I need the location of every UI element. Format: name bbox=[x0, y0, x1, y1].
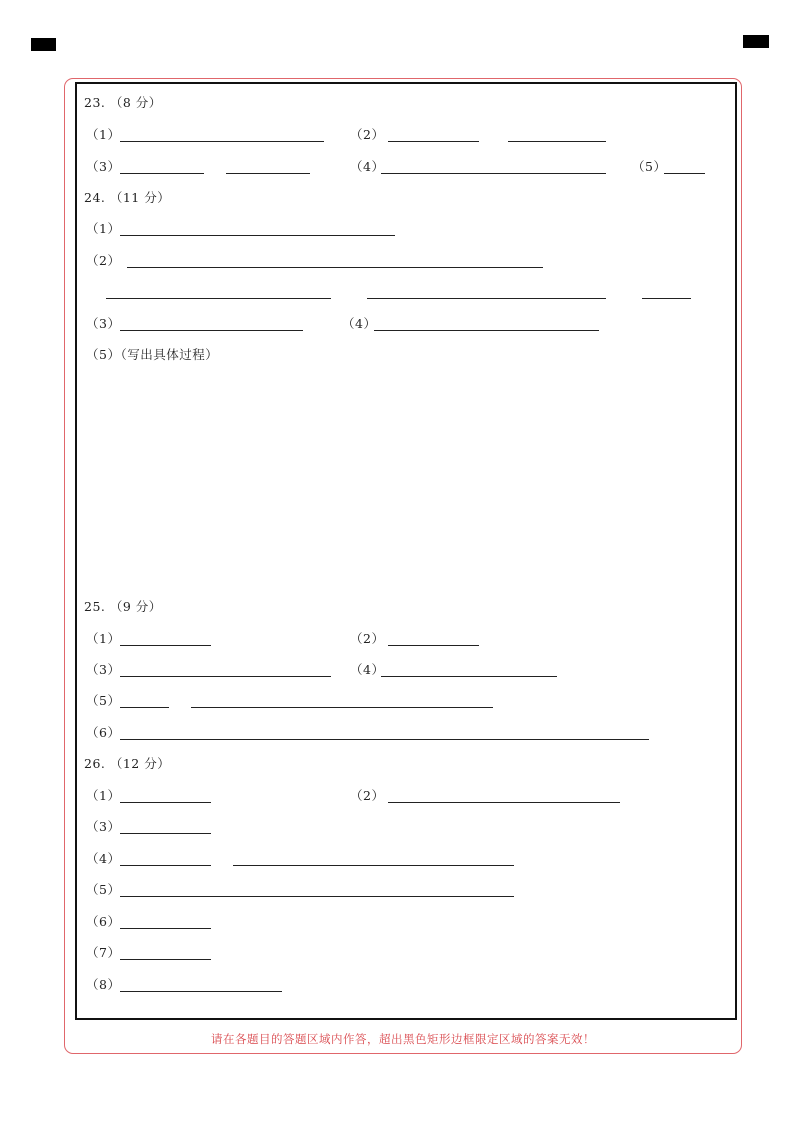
q25-label-4: （4） bbox=[350, 662, 385, 677]
q24-label-3: （3） bbox=[86, 316, 121, 331]
q24-blank-4[interactable] bbox=[374, 330, 599, 331]
q26-label-7: （7） bbox=[86, 945, 121, 960]
q26-blank-2[interactable] bbox=[388, 802, 620, 803]
q26-blank-7[interactable] bbox=[120, 959, 211, 960]
q24-title: 24. （11 分） bbox=[84, 190, 171, 205]
q26-blank-4b[interactable] bbox=[233, 865, 514, 866]
q26-label-8: （8） bbox=[86, 977, 121, 992]
q26-blank-4a[interactable] bbox=[120, 865, 211, 866]
q23-label-4: （4） bbox=[350, 159, 385, 174]
q26-blank-1[interactable] bbox=[120, 802, 211, 803]
q25-blank-5a[interactable] bbox=[120, 707, 169, 708]
q25-title: 25. （9 分） bbox=[84, 599, 162, 614]
q25-label-3: （3） bbox=[86, 662, 121, 677]
q24-working-area[interactable] bbox=[86, 370, 706, 595]
answer-area-notice: 请在各题目的答题区域内作答，超出黑色矩形边框限定区域的答案无效！ bbox=[211, 1032, 595, 1046]
q23-blank-1[interactable] bbox=[120, 141, 324, 142]
q25-label-6: （6） bbox=[86, 725, 121, 740]
q23-label-3: （3） bbox=[86, 159, 121, 174]
q23-label-5: （5） bbox=[632, 159, 667, 174]
q24-label-4: （4） bbox=[342, 316, 377, 331]
q23-label-2: （2） bbox=[350, 127, 385, 142]
q25-blank-6[interactable] bbox=[120, 739, 649, 740]
q25-blank-4[interactable] bbox=[381, 676, 557, 677]
q24-label-5: （5）（写出具体过程） bbox=[86, 347, 219, 362]
q23-blank-2b[interactable] bbox=[508, 141, 606, 142]
q23-label-1: （1） bbox=[86, 127, 121, 142]
q25-blank-3[interactable] bbox=[120, 676, 331, 677]
q23-blank-4[interactable] bbox=[381, 173, 606, 174]
q24-blank-2b[interactable] bbox=[106, 298, 331, 299]
q25-blank-5b[interactable] bbox=[191, 707, 493, 708]
q23-blank-2a[interactable] bbox=[388, 141, 479, 142]
q24-blank-3[interactable] bbox=[120, 330, 303, 331]
q24-label-2: （2） bbox=[86, 253, 121, 268]
q26-title: 26. （12 分） bbox=[84, 756, 171, 771]
q24-blank-2d[interactable] bbox=[642, 298, 691, 299]
q25-blank-1[interactable] bbox=[120, 645, 211, 646]
q25-blank-2[interactable] bbox=[388, 645, 479, 646]
q26-blank-8[interactable] bbox=[120, 991, 282, 992]
q24-blank-2c[interactable] bbox=[367, 298, 606, 299]
registration-mark-right bbox=[743, 35, 769, 48]
q24-blank-2a[interactable] bbox=[127, 267, 543, 268]
q23-blank-3b[interactable] bbox=[226, 173, 310, 174]
q26-label-3: （3） bbox=[86, 819, 121, 834]
q24-blank-1[interactable] bbox=[120, 235, 395, 236]
q25-label-5: （5） bbox=[86, 693, 121, 708]
q26-label-5: （5） bbox=[86, 882, 121, 897]
registration-mark-left bbox=[31, 38, 56, 51]
q23-blank-5[interactable] bbox=[664, 173, 705, 174]
q26-label-1: （1） bbox=[86, 788, 121, 803]
q23-blank-3a[interactable] bbox=[120, 173, 204, 174]
q24-label-1: （1） bbox=[86, 221, 121, 236]
q26-blank-3[interactable] bbox=[120, 833, 211, 834]
q25-label-1: （1） bbox=[86, 631, 121, 646]
q26-blank-6[interactable] bbox=[120, 928, 211, 929]
q26-blank-5[interactable] bbox=[120, 896, 514, 897]
q26-label-6: （6） bbox=[86, 914, 121, 929]
q23-title: 23. （8 分） bbox=[84, 95, 162, 110]
q26-label-2: （2） bbox=[350, 788, 385, 803]
q26-label-4: （4） bbox=[86, 851, 121, 866]
q25-label-2: （2） bbox=[350, 631, 385, 646]
